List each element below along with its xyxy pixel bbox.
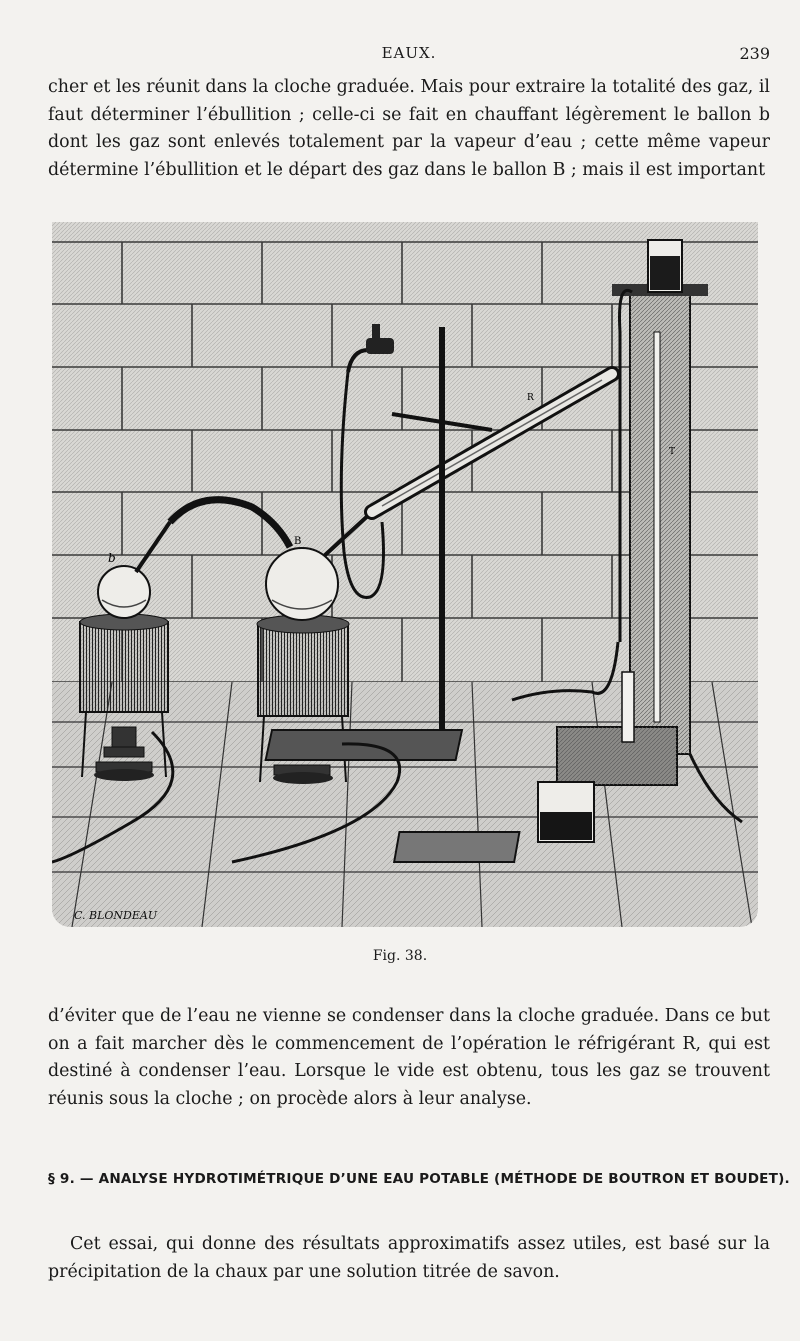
figure-illustration xyxy=(52,222,758,927)
section-heading: § 9. — ANALYSE HYDROTIMÉTRIQUE D’UNE EAU POTABLE (MÉTHODE DE BOUTRON ET BOUDET). xyxy=(48,1171,790,1187)
figure-caption: Fig. 38. xyxy=(372,948,428,964)
engraver-signature: C. BLONDEAU xyxy=(74,909,158,922)
apparatus-engraving xyxy=(52,222,758,927)
label-small-flask: b xyxy=(108,551,116,565)
paragraph-top: cher et les réunit dans la cloche graduée. Mais pour extraire la totalité des gaz, il faut déterminer l’ébullition ; celle-ci se fait en chauffant légèrement le ballon b dont les gaz sont enlevés totalement par la vapeur d’eau ; cette même vapeur détermine l’ébullition et le départ des gaz dans le ballon B ; mais il est important xyxy=(48,77,770,180)
label-condenser: R xyxy=(527,393,534,403)
paragraph-last: Cet essai, qui donne des résultats approximatifs assez utiles, est basé sur la précipitation de la chaux par une solution titrée de savon. xyxy=(48,1234,770,1282)
page-header xyxy=(48,44,770,68)
label-large-flask: B xyxy=(294,536,302,547)
paragraph-middle: d’éviter que de l’eau ne vienne se condenser dans la cloche graduée. Dans ce but on a fait marcher dès le commencement de l’opération le réfrigérant R, qui est destiné à condenser l’eau. Lorsque le vide est obtenu, tous les gaz se trouvent réunis sous la cloche ; on procède alors à leur analyse. xyxy=(48,1006,770,1109)
label-tube: T xyxy=(669,447,676,457)
running-head: EAUX. xyxy=(381,44,437,62)
page-number: 239 xyxy=(739,44,770,63)
